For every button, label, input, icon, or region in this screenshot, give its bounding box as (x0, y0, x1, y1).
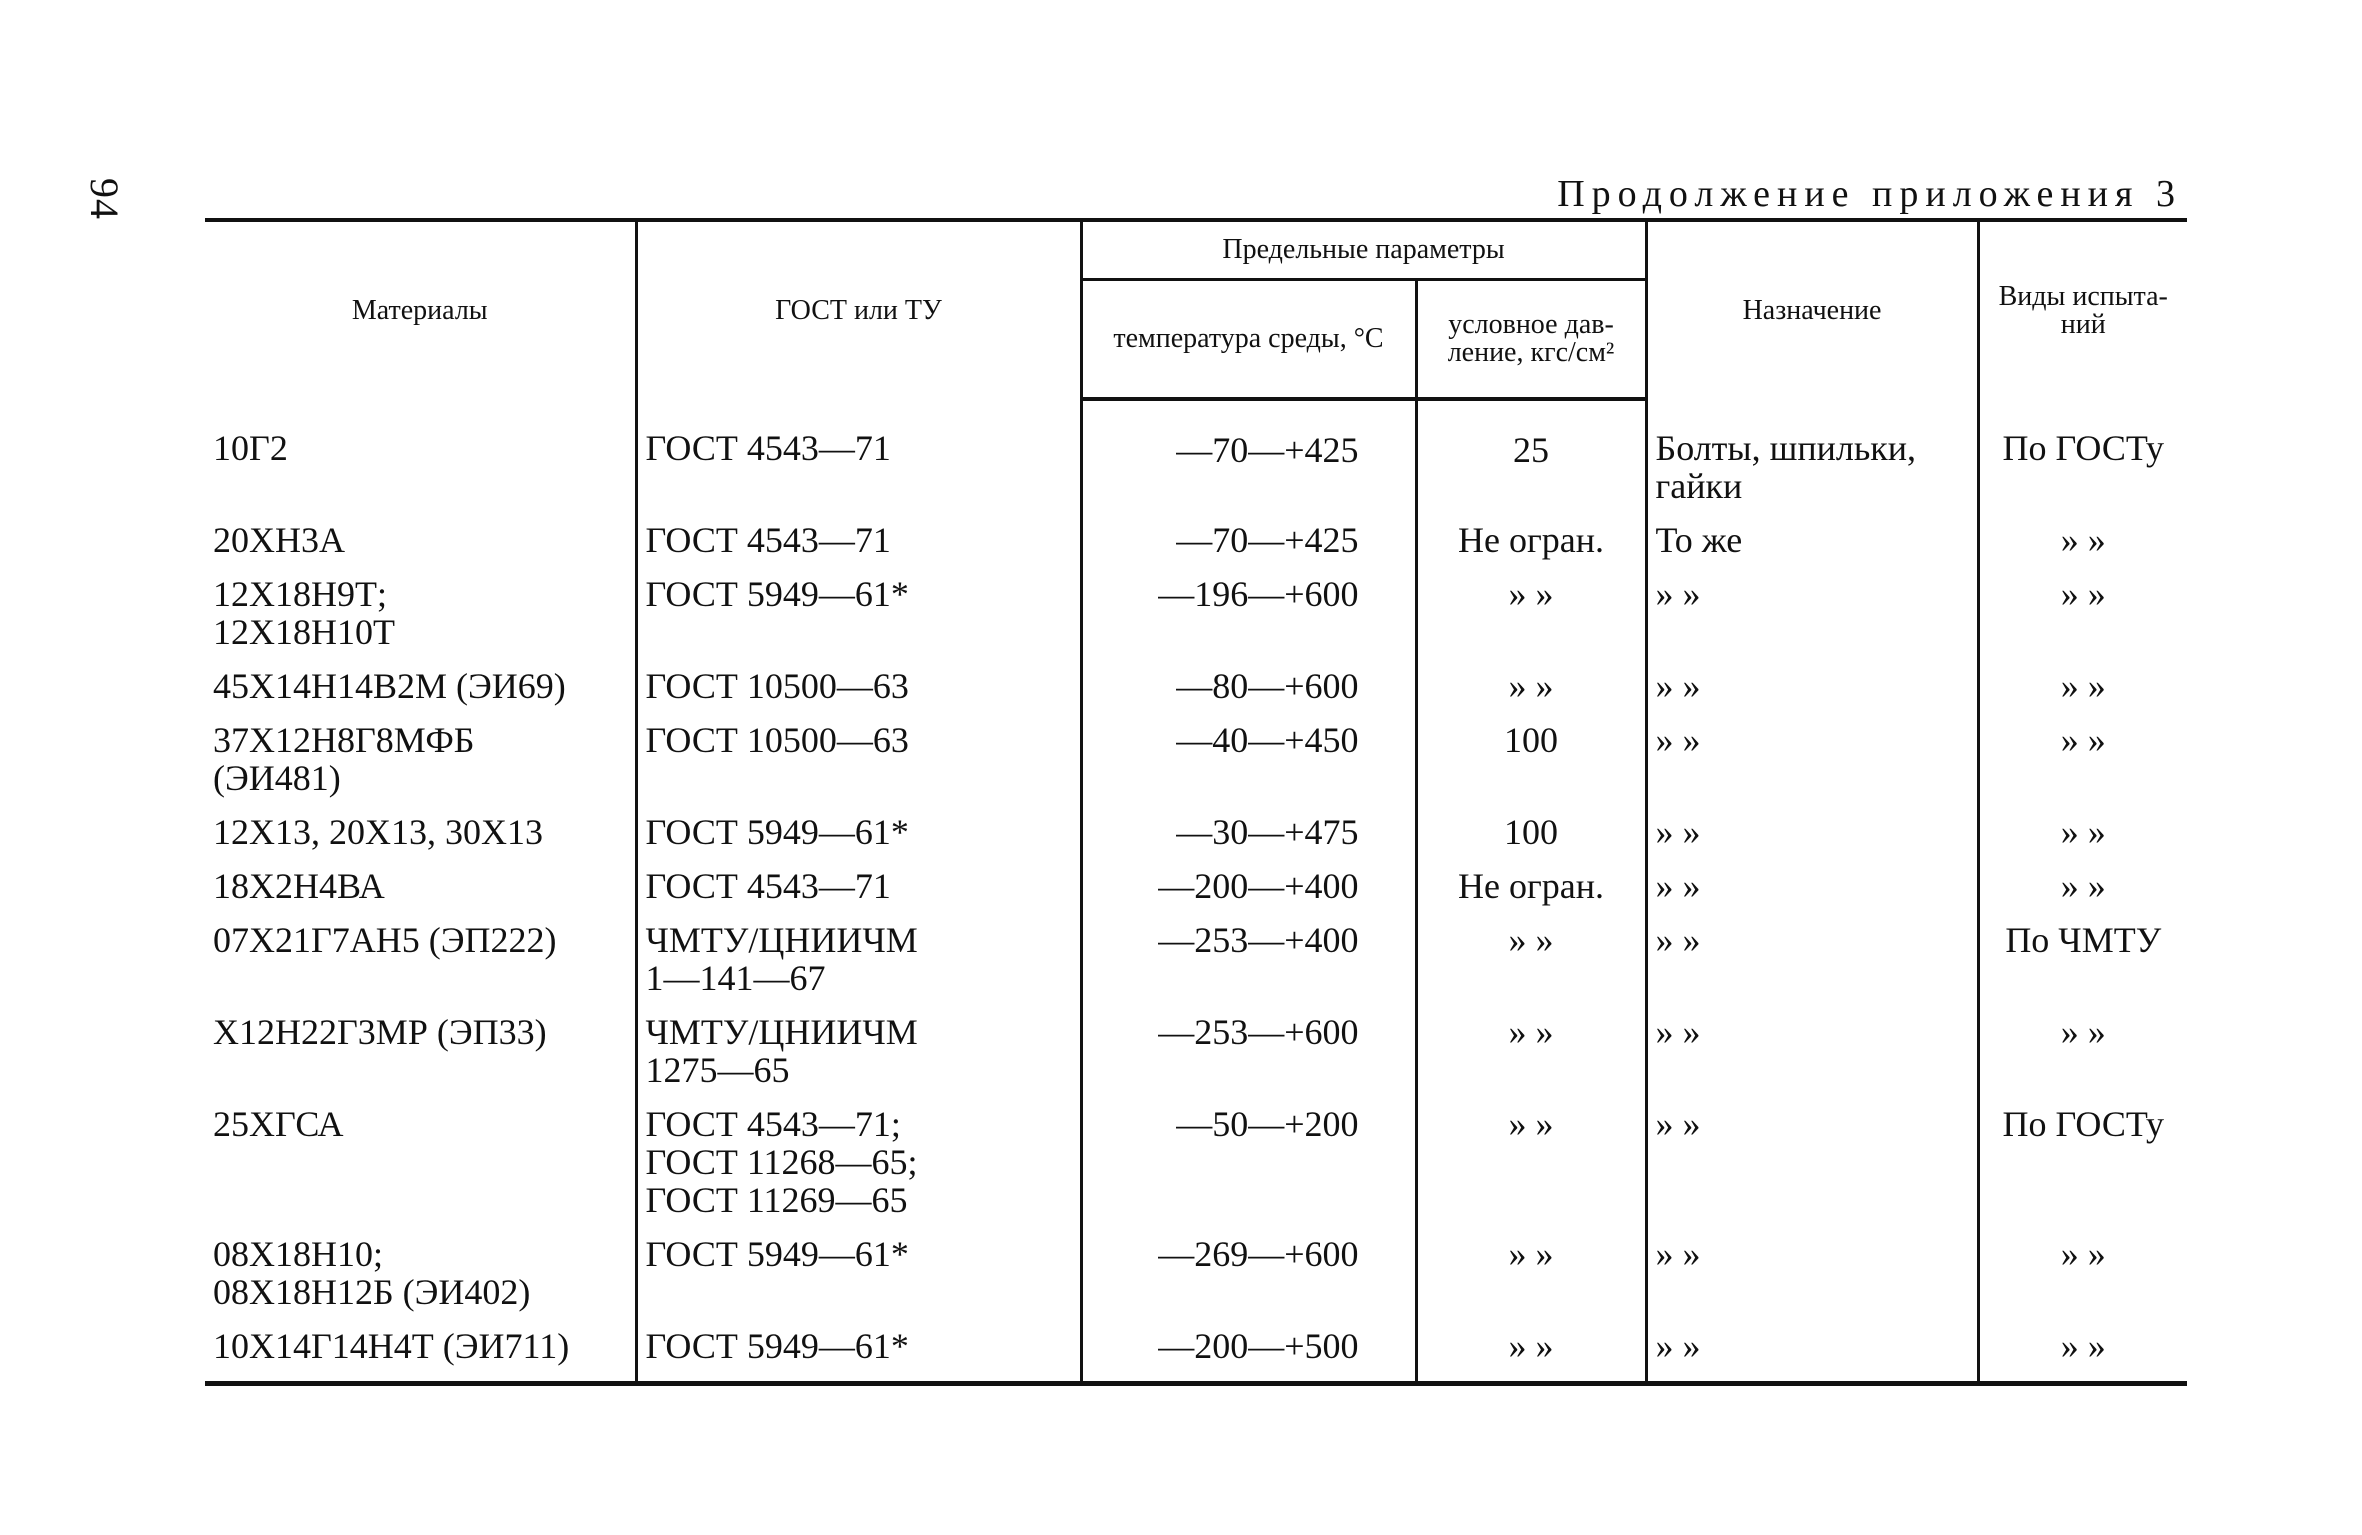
cell-pressure: Не огран. (1416, 867, 1646, 921)
header-tests: Виды испыта-ний (1978, 222, 2187, 399)
cell-standard: ЧМТУ/ЦНИИЧМ 1—141—67 (636, 921, 1081, 1013)
cell-pressure: » » (1416, 1327, 1646, 1381)
cell-material: Х12Н22Г3МР (ЭП33) (213, 1012, 547, 1052)
cell-purpose: » » (1646, 667, 1978, 721)
cell-purpose: » » (1646, 921, 1978, 1013)
cell-material: 08Х18Н10; 08Х18Н12Б (ЭИ402) (213, 1234, 531, 1312)
cell-purpose: Болты, шпильки, гайки (1646, 399, 1978, 521)
cell-standard: ГОСТ 4543—71 (636, 867, 1081, 921)
cell-material: 25ХГСА (213, 1104, 344, 1144)
cell-pressure: » » (1416, 1013, 1646, 1105)
cell-standard: ГОСТ 4543—71; ГОСТ 11268—65; ГОСТ 11269—65 (636, 1105, 1081, 1235)
table-row (205, 721, 2187, 813)
cell-standard: ЧМТУ/ЦНИИЧМ 1275—65 (636, 1013, 1081, 1105)
table-row (205, 921, 2187, 1013)
table-row (205, 575, 2187, 667)
header-pressure: условное дав-ление, кгс/см² (1416, 280, 1646, 400)
cell-temperature: —253—+600 (1081, 1013, 1416, 1105)
cell-pressure: 100 (1416, 721, 1646, 813)
cell-pressure: Не огран. (1416, 521, 1646, 575)
header-standard: ГОСТ или ТУ (636, 222, 1081, 399)
cell-standard: ГОСТ 10500—63 (636, 721, 1081, 813)
cell-material: 45Х14Н14В2М (ЭИ69) (213, 666, 566, 706)
cell-temperature: —196—+600 (1081, 575, 1416, 667)
cell-purpose: » » (1646, 1013, 1978, 1105)
cell-pressure: » » (1416, 667, 1646, 721)
cell-pressure: » » (1416, 575, 1646, 667)
cell-material: 18Х2Н4ВА (213, 866, 385, 906)
cell-purpose: » » (1646, 1235, 1978, 1327)
table-row (205, 1327, 2187, 1381)
cell-material: 10Х14Г14Н4Т (ЭИ711) (213, 1326, 570, 1366)
table-row (205, 813, 2187, 867)
cell-standard: ГОСТ 4543—71 (636, 521, 1081, 575)
materials-table-container (205, 218, 2187, 1386)
cell-tests: » » (1978, 1013, 2187, 1105)
cell-tests: » » (1978, 521, 2187, 575)
cell-tests: » » (1978, 721, 2187, 813)
cell-material: 12Х13, 20Х13, 30Х13 (213, 812, 543, 852)
cell-standard: ГОСТ 5949—61* (636, 1327, 1081, 1381)
table-row (205, 1235, 2187, 1327)
cell-temperature: —70—+425 (1081, 521, 1416, 575)
cell-material: 07Х21Г7АН5 (ЭП222) (213, 920, 557, 960)
cell-purpose: » » (1646, 1327, 1978, 1381)
cell-standard: ГОСТ 5949—61* (636, 813, 1081, 867)
cell-tests: » » (1978, 867, 2187, 921)
table-body (205, 399, 2187, 1381)
cell-material: 20ХН3А (213, 520, 345, 560)
table-row (205, 1105, 2187, 1235)
cell-temperature: —200—+500 (1081, 1327, 1416, 1381)
cell-tests: » » (1978, 667, 2187, 721)
cell-tests: По ГОСТу (1978, 1105, 2187, 1235)
continuation-title: Продолжение приложения 3 (1557, 173, 2182, 215)
table-row (205, 521, 2187, 575)
cell-tests: » » (1978, 1327, 2187, 1381)
cell-standard: ГОСТ 4543—71 (636, 399, 1081, 521)
cell-purpose: » » (1646, 1105, 1978, 1235)
cell-tests: По ЧМТУ (1978, 921, 2187, 1013)
cell-material: 12Х18Н9Т; 12Х18Н10Т (213, 574, 395, 652)
header-purpose: Назначение (1646, 222, 1978, 399)
cell-temperature: —200—+400 (1081, 867, 1416, 921)
table-row (205, 867, 2187, 921)
cell-standard: ГОСТ 5949—61* (636, 1235, 1081, 1327)
cell-material: 37Х12Н8Г8МФБ (ЭИ481) (213, 720, 475, 798)
cell-temperature: —50—+200 (1081, 1105, 1416, 1235)
header-limit-params: Предельные параметры (1081, 222, 1646, 280)
cell-purpose: » » (1646, 813, 1978, 867)
cell-purpose: » » (1646, 721, 1978, 813)
table-bottom-rule (205, 1381, 2187, 1386)
table-row (205, 1013, 2187, 1105)
cell-purpose: То же (1646, 521, 1978, 575)
cell-temperature: —269—+600 (1081, 1235, 1416, 1327)
cell-purpose: » » (1646, 867, 1978, 921)
cell-purpose: » » (1646, 575, 1978, 667)
header-temperature: температура среды, °С (1081, 280, 1416, 400)
table-row (205, 399, 2187, 521)
cell-tests: По ГОСТу (1978, 399, 2187, 521)
cell-pressure: » » (1416, 1235, 1646, 1327)
cell-pressure: 100 (1416, 813, 1646, 867)
cell-pressure: » » (1416, 1105, 1646, 1235)
cell-temperature: —253—+400 (1081, 921, 1416, 1013)
cell-temperature: —70—+425 (1081, 399, 1416, 521)
table-header (205, 222, 2187, 399)
cell-tests: » » (1978, 1235, 2187, 1327)
cell-temperature: —30—+475 (1081, 813, 1416, 867)
table-row (205, 667, 2187, 721)
cell-temperature: —80—+600 (1081, 667, 1416, 721)
cell-material: 10Г2 (213, 428, 288, 468)
cell-pressure: 25 (1416, 399, 1646, 521)
cell-standard: ГОСТ 5949—61* (636, 575, 1081, 667)
page-number: 94 (82, 178, 127, 220)
cell-tests: » » (1978, 813, 2187, 867)
materials-table (205, 222, 2187, 1381)
cell-pressure: » » (1416, 921, 1646, 1013)
header-materials: Материалы (351, 294, 488, 326)
cell-standard: ГОСТ 10500—63 (636, 667, 1081, 721)
cell-temperature: —40—+450 (1081, 721, 1416, 813)
cell-tests: » » (1978, 575, 2187, 667)
